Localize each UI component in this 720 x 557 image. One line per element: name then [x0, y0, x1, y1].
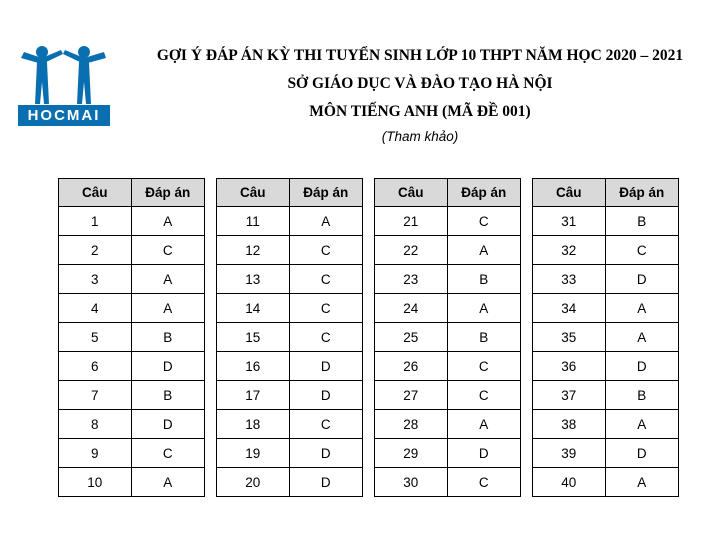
- table-header-row: [533, 179, 679, 207]
- table-row: [217, 468, 363, 497]
- answer-letter: A: [131, 294, 205, 323]
- answer-letter: D: [289, 468, 363, 497]
- question-number: 29: [375, 439, 448, 468]
- table-row: [533, 207, 679, 236]
- table-row: [59, 439, 205, 468]
- table-row: [217, 265, 363, 294]
- table-row: [533, 352, 679, 381]
- table-row: [375, 468, 521, 497]
- answer-letter: C: [131, 236, 205, 265]
- table-row: [375, 381, 521, 410]
- answer-table-4: [532, 178, 679, 497]
- table-row: [217, 207, 363, 236]
- answer-letter: C: [289, 236, 363, 265]
- answer-letter: D: [289, 381, 363, 410]
- question-number: 2: [59, 236, 132, 265]
- answer-letter: B: [605, 381, 679, 410]
- question-number: 18: [217, 410, 290, 439]
- exam-title: GỢI Ý ĐÁP ÁN KỲ THI TUYỂN SINH LỚP 10 THPT NĂM HỌC 2020 – 2021: [156, 47, 684, 64]
- answer-letter: A: [131, 468, 205, 497]
- question-number: 11: [217, 207, 290, 236]
- answer-column-header: Đáp án: [447, 179, 521, 207]
- answer-letter: C: [447, 207, 521, 236]
- question-number: 5: [59, 323, 132, 352]
- table-row: [533, 468, 679, 497]
- table-row: [217, 410, 363, 439]
- answer-letter: D: [131, 352, 205, 381]
- answer-letter: D: [131, 410, 205, 439]
- question-number: 4: [59, 294, 132, 323]
- answer-letter: D: [289, 352, 363, 381]
- question-column-header: Câu: [217, 179, 290, 207]
- question-number: 30: [375, 468, 448, 497]
- table-row: [217, 439, 363, 468]
- answer-letter: C: [289, 323, 363, 352]
- table-row: [217, 294, 363, 323]
- answer-table-3: [374, 178, 521, 497]
- table-row: [533, 236, 679, 265]
- answer-letter: A: [605, 323, 679, 352]
- table-row: [217, 323, 363, 352]
- question-number: 1: [59, 207, 132, 236]
- table-row: [375, 352, 521, 381]
- question-number: 32: [533, 236, 606, 265]
- table-row: [59, 410, 205, 439]
- question-number: 24: [375, 294, 448, 323]
- hocmai-logo: [18, 38, 110, 128]
- hocmai-figures-icon: [18, 38, 110, 106]
- logo-text: HOCMAI: [18, 105, 110, 126]
- table-row: [375, 323, 521, 352]
- table-row: [533, 439, 679, 468]
- answer-letter: A: [289, 207, 363, 236]
- answer-letter: B: [131, 323, 205, 352]
- answer-letter: D: [289, 439, 363, 468]
- table-row: [59, 207, 205, 236]
- question-number: 26: [375, 352, 448, 381]
- reference-note: (Tham khảo): [381, 129, 459, 144]
- answer-letter: A: [605, 410, 679, 439]
- question-number: 22: [375, 236, 448, 265]
- department-name: SỞ GIÁO DỤC VÀ ĐÀO TẠO HÀ NỘI: [287, 75, 553, 92]
- answer-table-2: [216, 178, 363, 497]
- answer-letter: C: [131, 439, 205, 468]
- question-number: 34: [533, 294, 606, 323]
- table-row: [533, 381, 679, 410]
- answer-letter: C: [447, 468, 521, 497]
- table-row: [217, 352, 363, 381]
- answer-letter: C: [605, 236, 679, 265]
- answer-letter: D: [605, 265, 679, 294]
- answer-table-1: [58, 178, 205, 497]
- question-number: 38: [533, 410, 606, 439]
- question-number: 21: [375, 207, 448, 236]
- question-number: 28: [375, 410, 448, 439]
- question-number: 7: [59, 381, 132, 410]
- answer-letter: A: [131, 207, 205, 236]
- table-row: [59, 265, 205, 294]
- answer-letter: A: [447, 294, 521, 323]
- table-row: [375, 294, 521, 323]
- document-header: [120, 42, 720, 148]
- table-row: [375, 207, 521, 236]
- question-column-header: Câu: [533, 179, 606, 207]
- question-number: 23: [375, 265, 448, 294]
- table-row: [59, 323, 205, 352]
- question-column-header: Câu: [59, 179, 132, 207]
- answer-letter: B: [605, 207, 679, 236]
- question-number: 33: [533, 265, 606, 294]
- table-row: [59, 468, 205, 497]
- answer-column-header: Đáp án: [605, 179, 679, 207]
- question-number: 19: [217, 439, 290, 468]
- answer-letter: C: [289, 265, 363, 294]
- answer-letter: A: [605, 468, 679, 497]
- table-row: [533, 410, 679, 439]
- question-column-header: Câu: [375, 179, 448, 207]
- table-row: [375, 410, 521, 439]
- question-number: 8: [59, 410, 132, 439]
- question-number: 3: [59, 265, 132, 294]
- table-row: [217, 236, 363, 265]
- table-row: [217, 381, 363, 410]
- answer-letter: C: [447, 381, 521, 410]
- question-number: 37: [533, 381, 606, 410]
- question-number: 16: [217, 352, 290, 381]
- table-row: [375, 236, 521, 265]
- answer-letter: B: [131, 381, 205, 410]
- answer-letter: A: [605, 294, 679, 323]
- table-row: [59, 294, 205, 323]
- answer-letter: A: [447, 410, 521, 439]
- table-header-row: [217, 179, 363, 207]
- table-row: [59, 352, 205, 381]
- answer-letter: A: [447, 236, 521, 265]
- answer-column-header: Đáp án: [289, 179, 363, 207]
- question-number: 40: [533, 468, 606, 497]
- question-number: 14: [217, 294, 290, 323]
- table-row: [533, 265, 679, 294]
- question-number: 25: [375, 323, 448, 352]
- table-row: [375, 265, 521, 294]
- question-number: 12: [217, 236, 290, 265]
- table-row: [375, 439, 521, 468]
- answer-letter: C: [289, 294, 363, 323]
- table-row: [533, 294, 679, 323]
- table-header-row: [375, 179, 521, 207]
- answer-column-header: Đáp án: [131, 179, 205, 207]
- answer-letter: B: [447, 323, 521, 352]
- answer-letter: C: [447, 352, 521, 381]
- subject-title: MÔN TIẾNG ANH (MÃ ĐỀ 001): [309, 103, 531, 120]
- question-number: 27: [375, 381, 448, 410]
- table-row: [59, 236, 205, 265]
- question-number: 13: [217, 265, 290, 294]
- question-number: 35: [533, 323, 606, 352]
- question-number: 36: [533, 352, 606, 381]
- question-number: 39: [533, 439, 606, 468]
- question-number: 20: [217, 468, 290, 497]
- table-row: [59, 381, 205, 410]
- answer-letter: C: [289, 410, 363, 439]
- answer-letter: A: [131, 265, 205, 294]
- answer-letter: D: [605, 352, 679, 381]
- question-number: 9: [59, 439, 132, 468]
- question-number: 15: [217, 323, 290, 352]
- answer-letter: B: [447, 265, 521, 294]
- question-number: 6: [59, 352, 132, 381]
- answer-letter: D: [605, 439, 679, 468]
- answer-tables: [58, 178, 678, 498]
- question-number: 31: [533, 207, 606, 236]
- question-number: 17: [217, 381, 290, 410]
- question-number: 10: [59, 468, 132, 497]
- table-row: [533, 323, 679, 352]
- table-header-row: [59, 179, 205, 207]
- answer-letter: D: [447, 439, 521, 468]
